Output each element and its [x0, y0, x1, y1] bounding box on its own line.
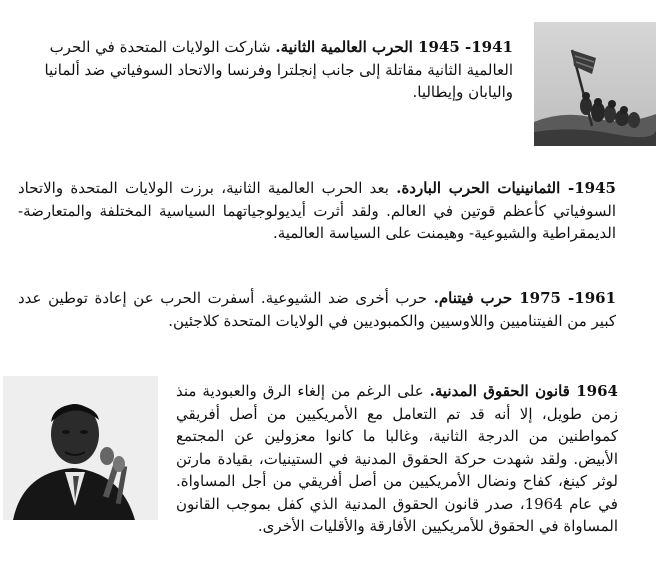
entry-heading: 1941- 1945 الحرب العالمية الثانية.	[275, 38, 513, 56]
timeline-entry-cold-war	[18, 177, 616, 245]
civil-rights-leader-photo	[3, 376, 158, 520]
entry-heading: 1961- 1975 حرب فيتنام.	[433, 289, 617, 307]
entry-heading: 1945- الثمانينيات الحرب الباردة.	[396, 179, 616, 197]
entry-heading: 1964 قانون الحقوق المدنية.	[429, 382, 618, 400]
entry-text: على الرغم من إلغاء الرق والعبودية منذ زمن طويل، إلا أنه قد تم التعامل مع الأمريكيين من أصل أفريقي كمواطنين من الدرجة الثانية، وغالبا ما كانوا معزولين عن المجتمع الأبيض. ولقد شهدت حركة الحقوق المدنية في الستينيات، بقيادة مارتن لوثر كينغ، كفاح ونضال الأمريكيين من أصل أفريقي من أجل المساواة. في عام 1964، صدر قانون الحقوق المدنية الذي كفل بموجب القانون المساواة في الحقوق للأمريكيين الأفارقة والأقليات الأخرى.	[176, 382, 618, 535]
timeline-entry-ww2	[18, 36, 513, 104]
entry-text: حرب أخرى ضد الشيوعية. أسفرت الحرب عن إعادة توطين عدد كبير من الفيتناميين واللاوسيين والكمبوديين في الولايات المتحدة كلاجئين.	[18, 289, 616, 330]
flag-raising-photo	[534, 22, 656, 146]
entry-text: بعد الحرب العالمية الثانية، برزت الولايات المتحدة والاتحاد السوفياتي كأعظم قوتين في العالم. ولقد أثرت أيديولوجياتهما السياسية المختلفة والمتعارضة- الديمقراطية والشيوعية- وهيمنت على السياسة العالمية.	[18, 179, 616, 242]
entry-text: شاركت الولايات المتحدة في الحرب العالمية الثانية مقاتلة إلى جانب إنجلترا وفرنسا والاتحاد السوفياتي ضد ألمانيا واليابان وإيطاليا.	[44, 38, 513, 101]
timeline-entry-vietnam	[18, 287, 616, 332]
timeline-entry-civil-rights	[176, 380, 618, 538]
